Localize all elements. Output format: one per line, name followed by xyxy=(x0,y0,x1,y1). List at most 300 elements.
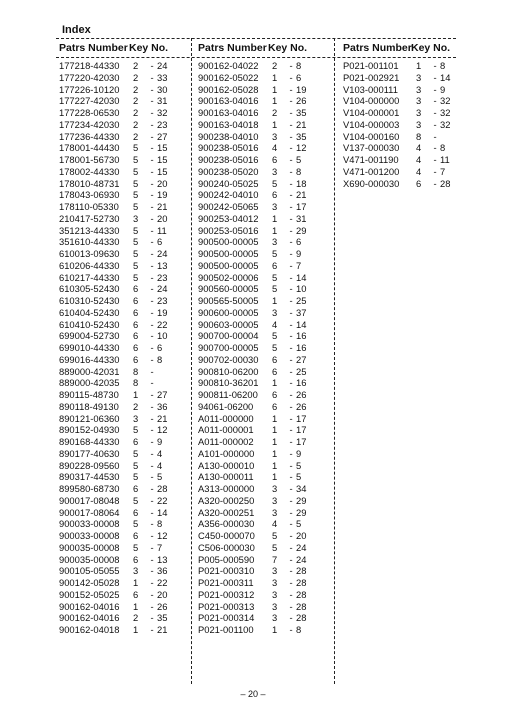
key-item: 5 xyxy=(157,471,163,483)
part-number: 900253-04012 xyxy=(198,212,259,224)
key-separator: - xyxy=(150,588,154,600)
key-figure: 3 xyxy=(272,483,278,494)
part-number: V471-001200 xyxy=(343,165,400,177)
index-row xyxy=(198,565,329,577)
key-item: 19 xyxy=(157,306,168,318)
key-figure: 2 xyxy=(133,71,139,83)
key-item: 14 xyxy=(296,271,307,283)
key-separator: - xyxy=(433,165,437,177)
key-separator: - xyxy=(150,236,154,248)
index-row xyxy=(198,624,329,636)
part-number: 178043-06930 xyxy=(59,189,120,201)
key-item: 20 xyxy=(157,177,168,189)
key-item: 9 xyxy=(157,436,163,447)
key-separator: - xyxy=(150,624,154,635)
key-item: 5 xyxy=(296,518,302,530)
key-separator: - xyxy=(150,306,154,318)
key-item: 14 xyxy=(157,506,168,518)
key-separator: - xyxy=(150,342,154,353)
key-figure: 5 xyxy=(133,518,139,530)
key-separator: - xyxy=(150,189,154,201)
part-number: 351213-44330 xyxy=(59,224,120,236)
key-item: 36 xyxy=(157,565,168,577)
key-item: 13 xyxy=(157,553,168,565)
column-header xyxy=(59,42,188,56)
index-row xyxy=(59,295,188,307)
key-figure: 3 xyxy=(272,565,278,577)
part-number: 900811-06200 xyxy=(198,389,258,400)
key-figure: 5 xyxy=(133,259,139,271)
index-row xyxy=(59,84,188,96)
key-separator: - xyxy=(150,447,154,459)
key-separator: - xyxy=(289,130,293,142)
key-item: 8 xyxy=(440,60,446,71)
key-separator: - xyxy=(289,165,293,177)
key-figure: 5 xyxy=(133,201,139,212)
key-figure: 3 xyxy=(416,83,422,95)
key-figure: 6 xyxy=(133,318,139,330)
part-number: P021-000311 xyxy=(198,577,254,588)
index-row xyxy=(59,307,188,319)
part-number: P021-000313 xyxy=(198,600,255,612)
part-number: 177228-06530 xyxy=(59,107,120,118)
part-number: P005-000590 xyxy=(198,553,255,565)
index-row xyxy=(198,342,329,354)
key-separator: - xyxy=(433,71,437,83)
index-row xyxy=(343,72,458,84)
index-row xyxy=(59,319,188,331)
key-separator: - xyxy=(289,306,293,318)
part-number: 900035-00008 xyxy=(59,553,120,565)
index-row xyxy=(59,283,188,295)
part-number: 900810-36201 xyxy=(198,377,259,389)
index-row xyxy=(343,60,458,72)
part-number: 177234-42030 xyxy=(59,118,120,130)
part-number: P021-000312 xyxy=(198,588,255,600)
key-item: 12 xyxy=(157,424,168,436)
part-number: 177218-44330 xyxy=(59,60,120,71)
key-item: 12 xyxy=(296,142,307,154)
key-separator: - xyxy=(150,130,154,142)
part-number: 900162-04016 xyxy=(59,612,120,624)
key-item: 24 xyxy=(296,541,307,553)
key-item: 35 xyxy=(296,107,307,118)
key-separator: - xyxy=(289,224,293,236)
part-number: 900142-05028 xyxy=(59,577,120,588)
index-row xyxy=(59,460,188,472)
index-row xyxy=(198,554,329,566)
key-item: 17 xyxy=(296,424,307,436)
key-figure: 5 xyxy=(272,342,278,353)
key-item: 24 xyxy=(157,283,168,295)
part-number: 351610-44330 xyxy=(59,236,120,248)
index-column-1 xyxy=(59,42,188,636)
key-figure: 6 xyxy=(133,506,139,518)
key-figure: 3 xyxy=(272,600,278,612)
key-item: 28 xyxy=(440,177,451,189)
key-item: 16 xyxy=(296,342,307,353)
key-figure: 3 xyxy=(272,165,278,177)
key-figure: 3 xyxy=(133,412,139,424)
key-figure: 4 xyxy=(272,518,278,530)
key-item: 8 xyxy=(157,353,163,365)
key-figure: 3 xyxy=(272,494,278,506)
key-figure: 5 xyxy=(133,142,139,154)
key-separator: - xyxy=(289,483,293,494)
key-separator: - xyxy=(150,541,154,553)
key-separator: - xyxy=(150,494,154,506)
index-row xyxy=(59,142,188,154)
key-item: 28 xyxy=(296,588,307,600)
key-figure: 8 xyxy=(133,377,139,389)
index-row xyxy=(343,166,458,178)
index-row xyxy=(59,166,188,178)
key-item: 28 xyxy=(157,483,168,494)
index-row xyxy=(59,154,188,166)
key-item: 23 xyxy=(157,118,168,130)
index-row xyxy=(59,201,188,213)
key-figure: 6 xyxy=(272,400,278,412)
part-number: 699016-44330 xyxy=(59,353,120,365)
key-figure: 6 xyxy=(272,389,278,400)
key-figure: 5 xyxy=(272,271,278,283)
key-separator: - xyxy=(150,83,154,95)
key-item: 8 xyxy=(296,60,302,71)
index-row xyxy=(59,389,188,401)
index-row xyxy=(59,131,188,143)
index-row xyxy=(198,577,329,589)
part-number: 610410-52430 xyxy=(59,318,120,330)
index-row xyxy=(198,319,329,331)
index-row xyxy=(198,60,329,72)
key-figure: 6 xyxy=(133,553,139,565)
key-item: 32 xyxy=(440,107,451,118)
key-separator: - xyxy=(150,365,154,377)
key-separator: - xyxy=(289,142,293,154)
index-column-3 xyxy=(343,42,458,189)
part-number: 890228-09560 xyxy=(59,459,120,471)
key-figure: 4 xyxy=(272,142,278,154)
key-separator: - xyxy=(150,530,154,541)
key-item: 20 xyxy=(157,588,168,600)
key-figure: 2 xyxy=(133,118,139,130)
key-separator: - xyxy=(150,506,154,518)
index-row xyxy=(343,119,458,131)
part-number: 900253-05016 xyxy=(198,224,259,236)
index-row xyxy=(59,413,188,425)
key-figure: 3 xyxy=(133,212,139,224)
index-row xyxy=(59,554,188,566)
index-row xyxy=(59,178,188,190)
part-number: 900500-00005 xyxy=(198,259,259,271)
key-separator: - xyxy=(289,342,293,353)
key-figure: 5 xyxy=(272,177,278,189)
part-number: A130-000011 xyxy=(198,471,254,483)
index-row xyxy=(198,189,329,201)
part-number: 900163-04018 xyxy=(198,118,259,130)
part-number: 900810-06200 xyxy=(198,365,259,377)
key-separator: - xyxy=(150,165,154,177)
part-number: 900242-04010 xyxy=(198,189,259,201)
index-row xyxy=(59,448,188,460)
key-item: 8 xyxy=(157,518,163,530)
part-number: 890177-40630 xyxy=(59,447,120,459)
key-separator: - xyxy=(289,177,293,189)
key-figure: 1 xyxy=(133,389,139,400)
part-number: 177227-42030 xyxy=(59,95,120,107)
key-figure: 2 xyxy=(133,83,139,95)
index-row xyxy=(198,401,329,413)
key-figure: 6 xyxy=(133,295,139,306)
key-separator: - xyxy=(150,424,154,436)
key-separator: - xyxy=(150,518,154,530)
part-number: 900238-05016 xyxy=(198,142,259,154)
index-row xyxy=(198,283,329,295)
key-item: 8 xyxy=(296,624,302,635)
key-figure: 1 xyxy=(272,459,278,471)
key-item: 21 xyxy=(157,201,168,212)
part-number: P021-000310 xyxy=(198,565,255,577)
page-number: – 20 – xyxy=(240,689,266,699)
key-figure: 1 xyxy=(272,447,278,459)
index-row xyxy=(198,612,329,624)
key-figure: 5 xyxy=(272,530,278,541)
index-row xyxy=(198,84,329,96)
part-number: 900560-00005 xyxy=(198,283,259,295)
key-figure: 5 xyxy=(133,541,139,553)
index-row xyxy=(198,236,329,248)
index-row xyxy=(198,530,329,542)
header-top-rule xyxy=(56,38,456,39)
key-separator: - xyxy=(150,600,154,612)
part-number: 900600-00005 xyxy=(198,306,259,318)
key-separator: - xyxy=(289,624,293,635)
key-separator: - xyxy=(289,412,293,424)
index-row xyxy=(198,295,329,307)
key-figure: 5 xyxy=(272,541,278,553)
key-item: 5 xyxy=(296,154,302,165)
key-item: 19 xyxy=(296,83,307,95)
index-row xyxy=(59,260,188,272)
key-separator: - xyxy=(289,236,293,248)
key-item: 21 xyxy=(157,624,168,635)
key-separator: - xyxy=(150,471,154,483)
part-number: 900603-00005 xyxy=(198,318,259,330)
key-item: 21 xyxy=(296,118,307,130)
key-separator: - xyxy=(433,95,437,107)
index-row xyxy=(198,119,329,131)
key-figure: 6 xyxy=(272,189,278,201)
key-separator: - xyxy=(289,118,293,130)
key-figure: 3 xyxy=(416,107,422,118)
key-item: 15 xyxy=(157,142,168,154)
key-item: 7 xyxy=(157,541,163,553)
key-item: 26 xyxy=(296,389,307,400)
key-item: 28 xyxy=(296,577,307,588)
key-figure: 3 xyxy=(272,612,278,624)
key-item: 35 xyxy=(157,612,168,624)
key-item: 7 xyxy=(440,165,446,177)
index-row xyxy=(59,119,188,131)
key-figure: 3 xyxy=(272,236,278,248)
key-separator: - xyxy=(433,142,437,154)
key-item: 20 xyxy=(296,530,307,541)
key-item: 26 xyxy=(157,600,168,612)
part-number: 900565-50005 xyxy=(198,295,259,306)
part-number: C450-000070 xyxy=(198,530,255,541)
key-separator: - xyxy=(289,95,293,107)
key-item: 29 xyxy=(296,506,307,518)
index-row xyxy=(59,225,188,237)
index-row xyxy=(59,189,188,201)
key-separator: - xyxy=(289,318,293,330)
index-row xyxy=(198,542,329,554)
key-item: 22 xyxy=(157,318,168,330)
part-number: X690-000030 xyxy=(343,177,400,189)
index-row xyxy=(343,84,458,96)
key-figure: 2 xyxy=(133,400,139,412)
key-separator: - xyxy=(289,494,293,506)
key-item: 30 xyxy=(157,83,168,95)
part-number: A011-000002 xyxy=(198,436,254,447)
key-item: 24 xyxy=(157,60,168,71)
part-number: 177236-44330 xyxy=(59,130,120,142)
part-number: 900500-00005 xyxy=(198,236,259,248)
part-number: 900033-00008 xyxy=(59,530,120,541)
key-figure: 5 xyxy=(272,248,278,259)
key-figure: 2 xyxy=(133,60,139,71)
key-separator: - xyxy=(289,518,293,530)
key-item: 9 xyxy=(296,447,302,459)
key-separator: - xyxy=(289,541,293,553)
key-figure: 6 xyxy=(133,353,139,365)
part-number: 610206-44330 xyxy=(59,259,120,271)
key-separator: - xyxy=(289,436,293,447)
key-figure: 6 xyxy=(133,283,139,295)
part-number: A313-000000 xyxy=(198,483,255,494)
parts-number-header: Patrs Number xyxy=(198,42,267,54)
key-separator: - xyxy=(289,600,293,612)
index-row xyxy=(198,518,329,530)
part-number: 178010-48731 xyxy=(59,177,120,189)
key-figure: 3 xyxy=(272,201,278,212)
key-separator: - xyxy=(433,130,437,142)
key-item xyxy=(157,377,171,389)
key-item: 28 xyxy=(296,565,307,577)
index-row xyxy=(198,225,329,237)
key-figure: 5 xyxy=(272,283,278,295)
part-number: V104-000003 xyxy=(343,118,400,130)
key-separator: - xyxy=(150,271,154,283)
key-figure: 5 xyxy=(133,447,139,459)
index-row xyxy=(198,248,329,260)
part-number: 900152-05025 xyxy=(59,588,120,600)
index-row xyxy=(59,236,188,248)
key-figure: 6 xyxy=(272,353,278,365)
part-number: 889000-42035 xyxy=(59,377,120,389)
key-separator: - xyxy=(150,248,154,259)
key-separator: - xyxy=(433,118,437,130)
part-number: 178110-05330 xyxy=(59,201,119,212)
part-number: A356-000030 xyxy=(198,518,255,530)
key-figure: 6 xyxy=(133,342,139,353)
part-number: P021-000314 xyxy=(198,612,255,624)
part-number: 900238-04010 xyxy=(198,130,259,142)
key-separator: - xyxy=(150,259,154,271)
part-number: V104-000001 xyxy=(343,107,400,118)
key-item xyxy=(440,131,454,143)
key-separator: - xyxy=(289,259,293,271)
index-row xyxy=(198,460,329,472)
key-item: 14 xyxy=(296,318,307,330)
key-figure: 7 xyxy=(272,553,278,565)
part-number: 900163-04016 xyxy=(198,107,259,118)
index-row xyxy=(59,213,188,225)
key-item: 35 xyxy=(296,130,307,142)
key-figure: 3 xyxy=(272,130,278,142)
key-figure: 1 xyxy=(272,624,278,635)
key-item: 23 xyxy=(157,271,168,283)
index-row xyxy=(59,589,188,601)
index-row xyxy=(59,471,188,483)
key-figure: 1 xyxy=(272,471,278,483)
index-row xyxy=(59,495,188,507)
key-separator: - xyxy=(289,295,293,306)
key-number-header: Key No. xyxy=(411,42,451,54)
key-figure: 2 xyxy=(133,95,139,107)
key-figure: 3 xyxy=(272,588,278,600)
part-number: 900162-04018 xyxy=(59,624,120,635)
key-figure: 3 xyxy=(416,95,422,107)
key-separator: - xyxy=(289,60,293,71)
key-item: 27 xyxy=(296,353,307,365)
index-row xyxy=(59,107,188,119)
key-separator: - xyxy=(150,177,154,189)
part-number: 900238-05020 xyxy=(198,165,259,177)
index-row xyxy=(198,589,329,601)
key-item: 26 xyxy=(296,95,307,107)
index-row xyxy=(59,483,188,495)
key-figure: 5 xyxy=(272,330,278,342)
part-number: 900035-00008 xyxy=(59,541,120,553)
key-separator: - xyxy=(433,60,437,71)
key-item: 9 xyxy=(440,83,446,95)
part-number: V104-000160 xyxy=(343,130,400,142)
index-row xyxy=(59,354,188,366)
index-row xyxy=(198,131,329,143)
key-item: 25 xyxy=(296,295,307,306)
key-item: 8 xyxy=(296,165,302,177)
key-separator: - xyxy=(289,565,293,577)
index-row xyxy=(59,95,188,107)
key-item: 21 xyxy=(296,189,307,201)
key-figure: 5 xyxy=(133,494,139,506)
key-separator: - xyxy=(150,353,154,365)
index-row xyxy=(198,72,329,84)
key-item: 4 xyxy=(157,447,163,459)
key-separator: - xyxy=(289,400,293,412)
key-separator: - xyxy=(289,201,293,212)
index-row xyxy=(198,154,329,166)
part-number: A320-000251 xyxy=(198,506,255,518)
part-number: V471-001190 xyxy=(343,154,399,165)
part-number: 699010-44330 xyxy=(59,342,120,353)
part-number: 900017-08064 xyxy=(59,506,120,518)
part-number: V103-000111 xyxy=(343,83,398,95)
part-number: 890121-06360 xyxy=(59,412,120,424)
index-row xyxy=(198,448,329,460)
key-item: 37 xyxy=(296,306,307,318)
